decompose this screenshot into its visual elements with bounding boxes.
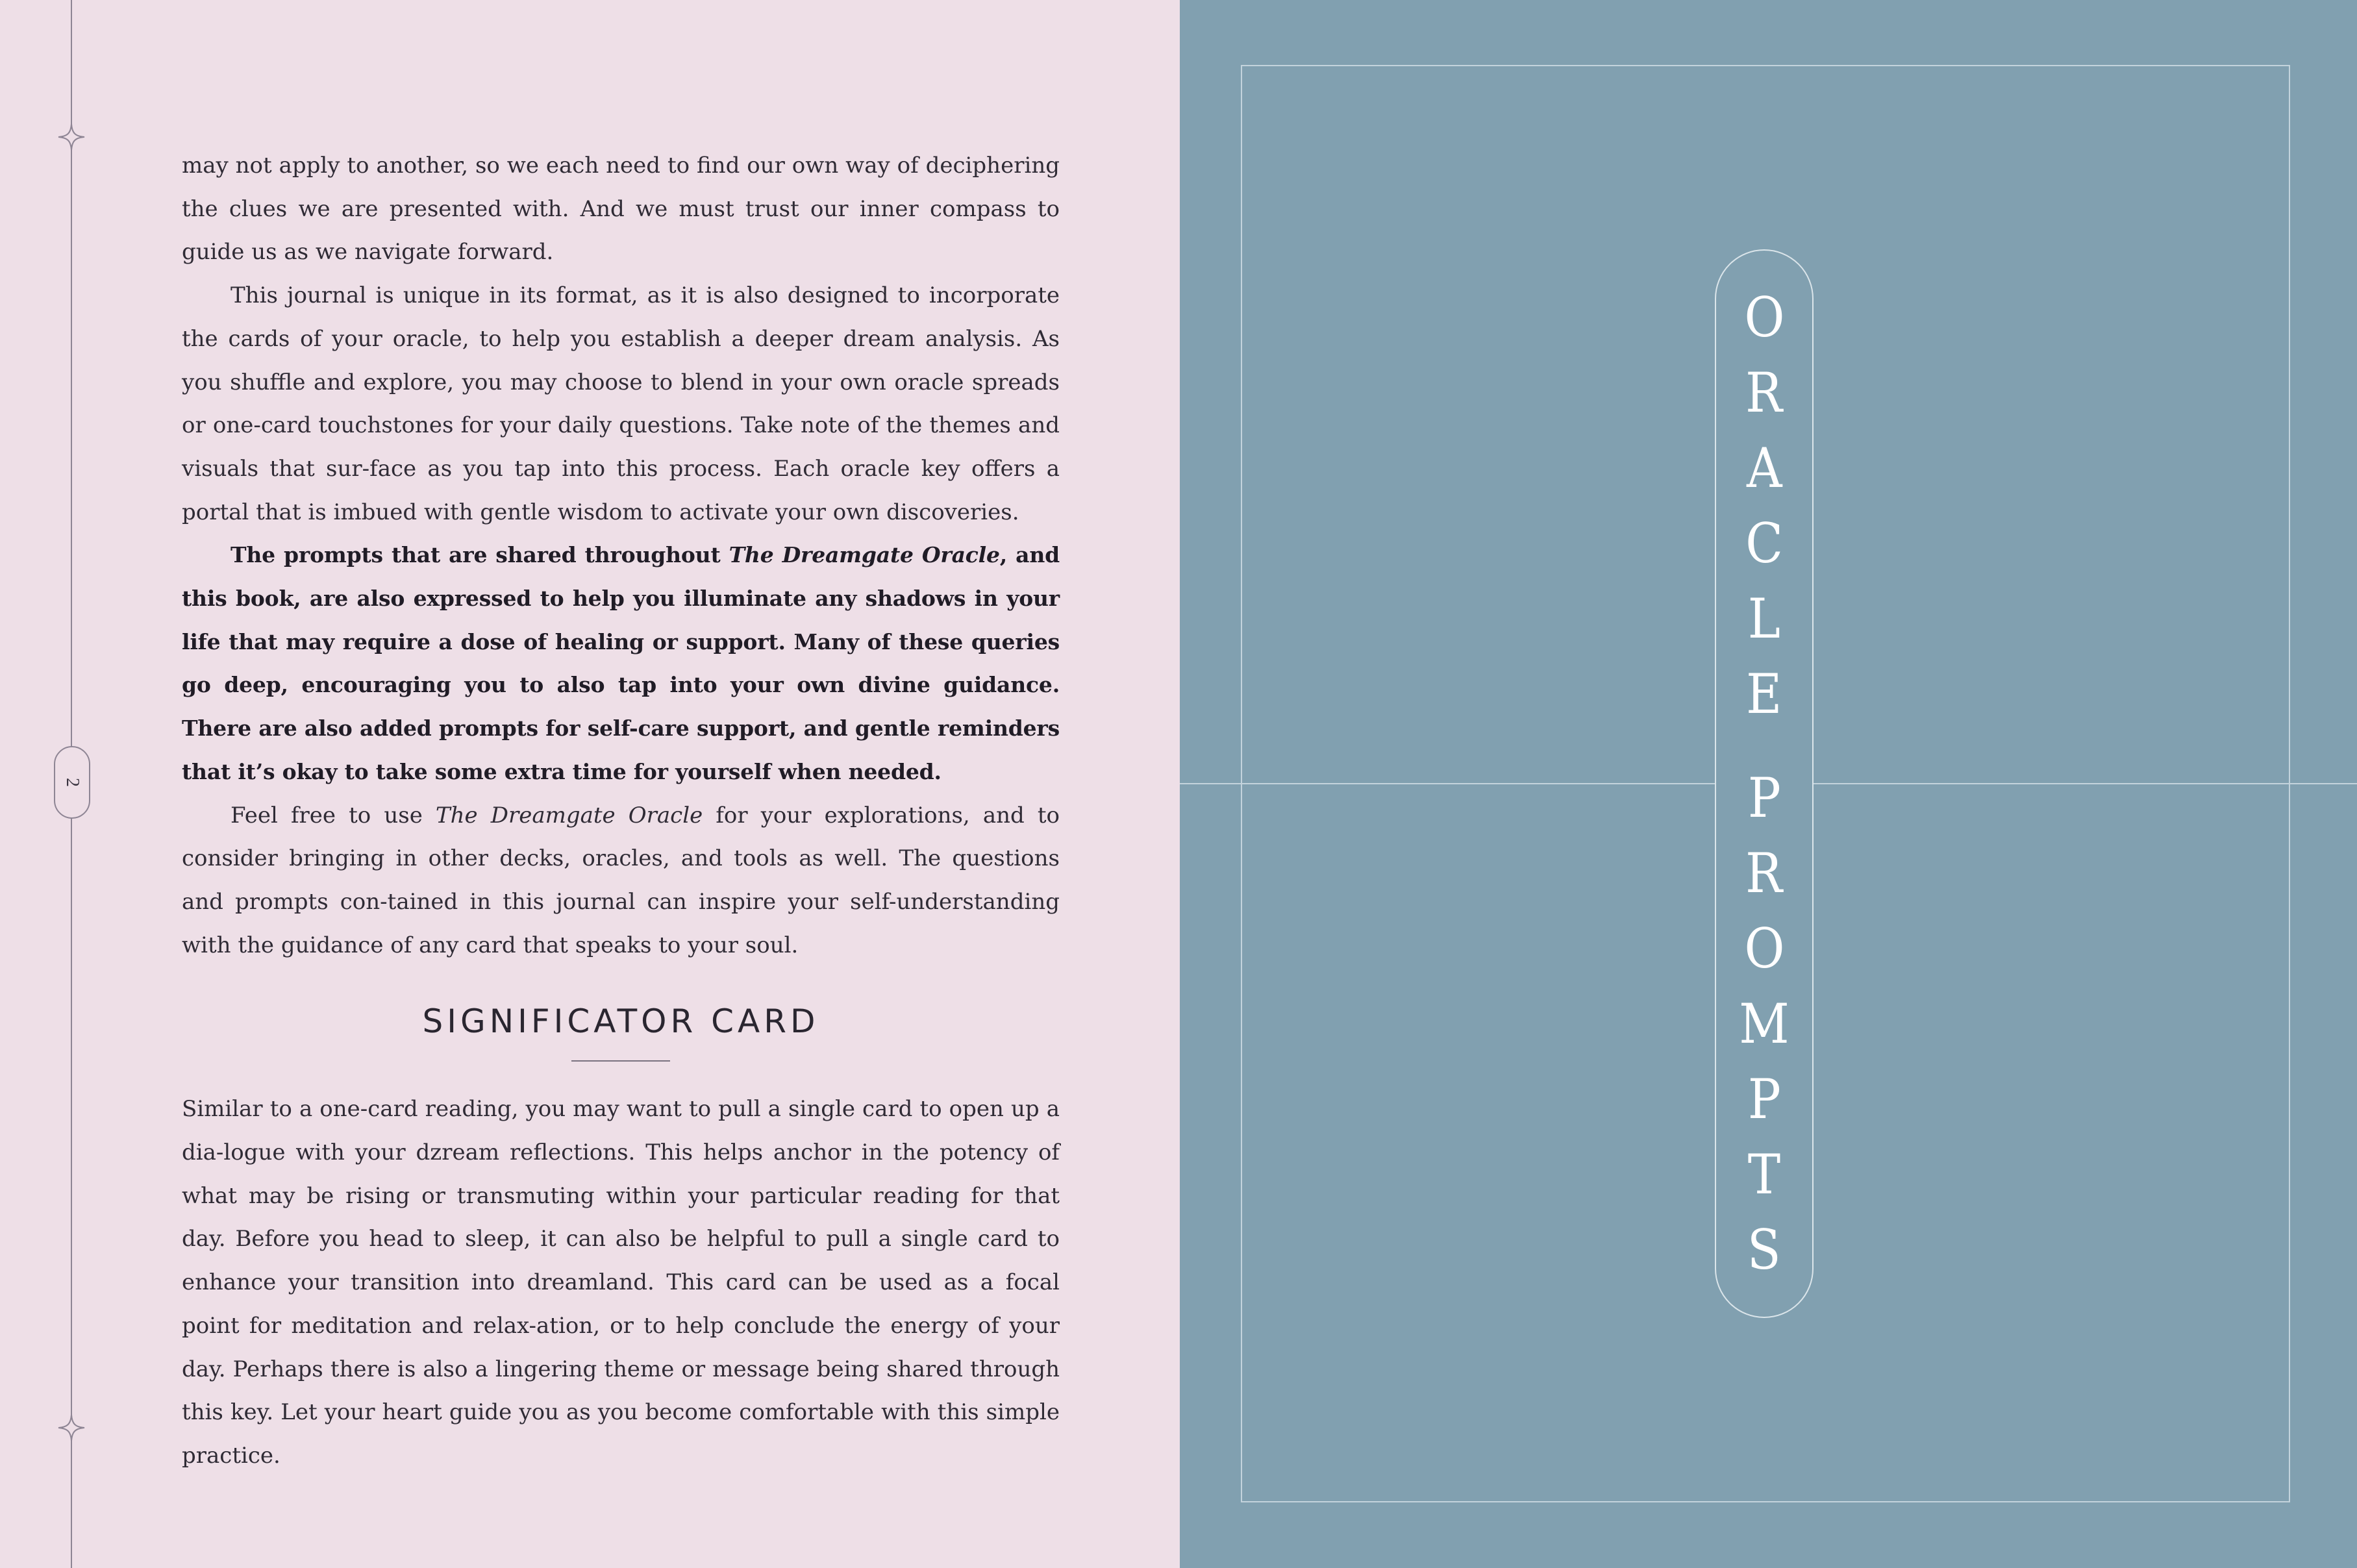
- book-title-italic: The Dreamgate Oracle: [435, 802, 703, 828]
- closing-paragraph-text: Feel free to use: [231, 802, 436, 828]
- paragraph: may not apply to another, so we each need to find our own way of deciphering the clues we are presented with. And we must trust our inner compass to guide us as we navigate forward.: [182, 153, 1060, 266]
- bold-paragraph-text: The prompts that are shared throughout: [231, 542, 729, 568]
- paragraph: This journal is unique in its format, as it is also designed to incorporate the cards of your oracle, to help you establish a deeper dream analysis. As you shuffle and explore, you may choose to blend in your own oracle spreads or one-card touchstones for your daily questions. Take note of the themes and visuals that sur-face as you tap into this process. Each oracle key offers a portal that is imbued with gentle wisdom to activate your own discoveries.: [182, 282, 1060, 525]
- sparkle-icon: [57, 123, 86, 151]
- title-letter: E: [1746, 662, 1782, 726]
- title-letter: C: [1745, 512, 1783, 575]
- closing-paragraph-text: for your explorations, and to consider bringing in other decks, oracles, and tools as well. The questions and prompts con-tained in this journal can inspire your self-understanding with the guidance of any card that speaks to your soul.: [182, 802, 1060, 958]
- page-number: 2: [62, 778, 82, 787]
- title-letter: P: [1747, 766, 1781, 830]
- section-heading: SIGNIFICATOR CARD: [422, 1002, 819, 1041]
- title-letter: T: [1747, 1143, 1781, 1206]
- title-letter: S: [1747, 1218, 1781, 1282]
- bold-paragraph: [182, 534, 1060, 793]
- title-letter: P: [1747, 1067, 1781, 1131]
- title-word-prompts: [1736, 760, 1792, 1288]
- title-letter: R: [1745, 361, 1783, 425]
- vertical-title: [1715, 249, 1814, 1318]
- sparkle-icon: [57, 1413, 86, 1442]
- body-text: [182, 144, 1060, 1478]
- section-body: Similar to a one-card reading, you may want to pull a single card to open up a dia-logue with your dzream reflections. This helps anchor in the potency of what may be rising or transmuting within your particular reading for that day. Before you head to sleep, it can also be helpful to pull a single card to enhance your transition into dreamland. This card can be used as a focal point for meditation and relax-ation, or to help conclude the energy of your day. Perhaps there is also a lingering theme or message being shared through this key. Let your heart guide you as you become comfortable with this simple practice.: [182, 1096, 1060, 1469]
- section-divider: [571, 1060, 670, 1062]
- title-letter: M: [1739, 992, 1790, 1056]
- bold-paragraph-text: , and this book, are also expressed to help you illuminate any shadows in your life that may require a dose of healing or support. Many of these queries go deep, encouraging you to also tap into your own divine guidance. There are also added prompts for self-care support, and gentle reminders that it’s okay to take some extra time for yourself when needed.: [182, 542, 1060, 784]
- title-letter: O: [1743, 917, 1784, 980]
- title-letter: R: [1745, 841, 1783, 905]
- closing-paragraph: [182, 794, 1060, 967]
- title-word-oracle: [1742, 280, 1787, 732]
- title-letter: O: [1744, 286, 1784, 349]
- title-letter: L: [1747, 587, 1781, 651]
- title-letter: A: [1746, 436, 1782, 500]
- right-page: [1180, 0, 2357, 1568]
- book-title-italic: The Dreamgate Oracle: [729, 542, 1000, 568]
- page-number-badge: [54, 746, 90, 819]
